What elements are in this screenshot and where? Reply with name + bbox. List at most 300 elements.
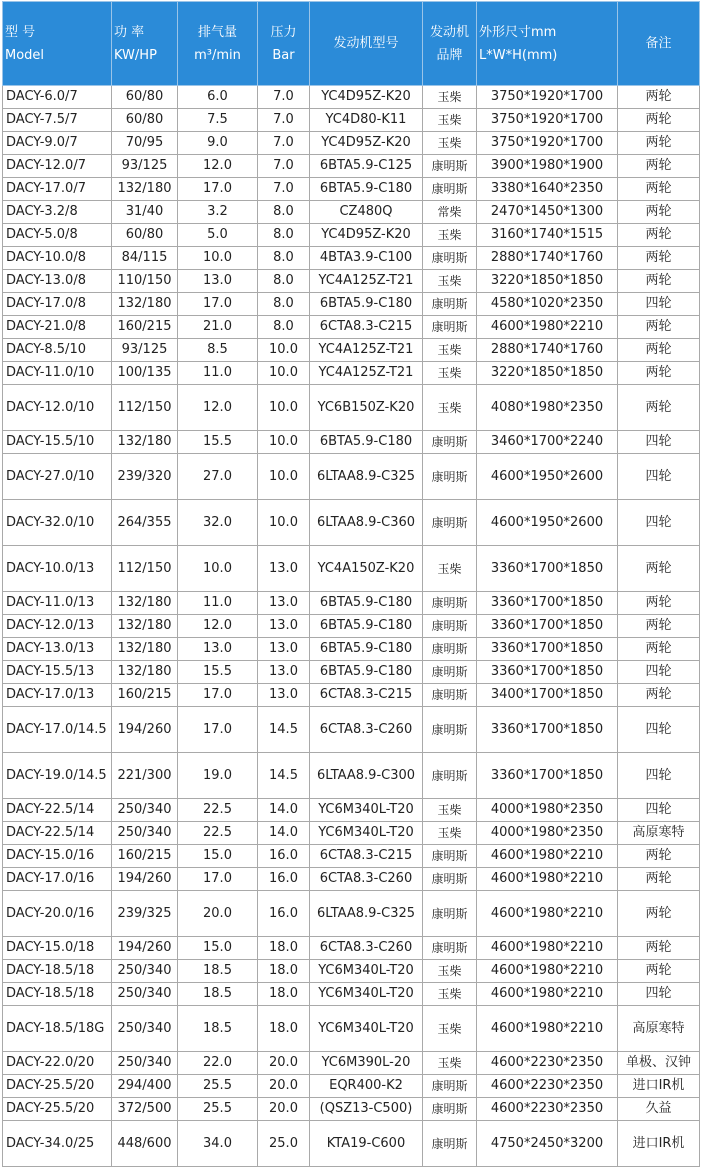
cell-model: DACY-8.5/10 [3, 339, 112, 362]
table-row [3, 109, 700, 132]
cell-engine-model: 6LTAA8.9-C325 [310, 891, 423, 937]
cell-pressure: 13.0 [258, 638, 310, 661]
cell-pressure: 10.0 [258, 362, 310, 385]
cell-model: DACY-22.5/14 [3, 799, 112, 822]
cell-dimensions: 3750*1920*1700 [477, 132, 618, 155]
cell-air-delivery: 17.0 [178, 868, 258, 891]
table-row [3, 592, 700, 615]
cell-air-delivery: 18.5 [178, 960, 258, 983]
cell-dimensions: 3360*1700*1850 [477, 592, 618, 615]
cell-engine-model: KTA19-C600 [310, 1121, 423, 1167]
cell-dimensions: 3750*1920*1700 [477, 109, 618, 132]
cell-air-delivery: 17.0 [178, 293, 258, 316]
cell-dimensions: 3360*1700*1850 [477, 638, 618, 661]
cell-model: DACY-18.5/18G [3, 1006, 112, 1052]
cell-note: 两轮 [618, 270, 700, 293]
cell-engine-model: YC6M340L-T20 [310, 983, 423, 1006]
table-row [3, 822, 700, 845]
cell-engine-model: 6CTA8.3-C260 [310, 937, 423, 960]
cell-dimensions: 4600*2230*2350 [477, 1098, 618, 1121]
table-row [3, 132, 700, 155]
cell-note: 四轮 [618, 661, 700, 684]
cell-note: 四轮 [618, 753, 700, 799]
cell-engine-brand: 玉柴 [423, 132, 477, 155]
cell-engine-model: YC4D80-K11 [310, 109, 423, 132]
table-row [3, 1098, 700, 1121]
cell-power: 250/340 [112, 1006, 178, 1052]
cell-air-delivery: 10.0 [178, 247, 258, 270]
cell-model: DACY-32.0/10 [3, 500, 112, 546]
cell-pressure: 8.0 [258, 293, 310, 316]
cell-engine-brand: 康明斯 [423, 868, 477, 891]
cell-engine-brand: 玉柴 [423, 224, 477, 247]
cell-note: 两轮 [618, 132, 700, 155]
table-row [3, 868, 700, 891]
header-engine-model: 发动机型号 [310, 2, 423, 86]
table-row [3, 454, 700, 500]
cell-pressure: 7.0 [258, 132, 310, 155]
cell-dimensions: 4000*1980*2350 [477, 822, 618, 845]
cell-engine-brand: 玉柴 [423, 1052, 477, 1075]
cell-engine-brand: 玉柴 [423, 822, 477, 845]
cell-model: DACY-17.0/13 [3, 684, 112, 707]
cell-engine-brand: 康明斯 [423, 178, 477, 201]
cell-engine-brand: 玉柴 [423, 86, 477, 109]
cell-power: 239/325 [112, 891, 178, 937]
cell-power: 194/260 [112, 937, 178, 960]
cell-engine-model: YC4D95Z-K20 [310, 86, 423, 109]
cell-pressure: 8.0 [258, 201, 310, 224]
cell-engine-model: 6BTA5.9-C180 [310, 293, 423, 316]
cell-note: 高原寒特 [618, 1006, 700, 1052]
cell-engine-model: YC4A125Z-T21 [310, 270, 423, 293]
table-row [3, 684, 700, 707]
table-row [3, 201, 700, 224]
cell-dimensions: 4000*1980*2350 [477, 799, 618, 822]
cell-note: 两轮 [618, 86, 700, 109]
cell-engine-brand: 玉柴 [423, 1006, 477, 1052]
cell-pressure: 7.0 [258, 155, 310, 178]
cell-engine-model: 6BTA5.9-C180 [310, 661, 423, 684]
cell-power: 112/150 [112, 385, 178, 431]
cell-power: 132/180 [112, 592, 178, 615]
cell-note: 两轮 [618, 109, 700, 132]
cell-model: DACY-17.0/8 [3, 293, 112, 316]
cell-power: 372/500 [112, 1098, 178, 1121]
cell-power: 112/150 [112, 546, 178, 592]
cell-note: 四轮 [618, 293, 700, 316]
cell-engine-model: YC4A150Z-K20 [310, 546, 423, 592]
cell-dimensions: 4600*1950*2600 [477, 454, 618, 500]
cell-engine-model: 6BTA5.9-C180 [310, 178, 423, 201]
cell-model: DACY-12.0/10 [3, 385, 112, 431]
cell-power: 448/600 [112, 1121, 178, 1167]
cell-note: 两轮 [618, 592, 700, 615]
compressor-spec-table [2, 1, 700, 1167]
cell-engine-model: YC4D95Z-K20 [310, 132, 423, 155]
cell-note: 四轮 [618, 799, 700, 822]
cell-note: 两轮 [618, 638, 700, 661]
cell-note: 四轮 [618, 500, 700, 546]
cell-dimensions: 3360*1700*1850 [477, 707, 618, 753]
cell-power: 60/80 [112, 86, 178, 109]
cell-engine-model: 4BTA3.9-C100 [310, 247, 423, 270]
cell-engine-brand: 康明斯 [423, 638, 477, 661]
cell-note: 四轮 [618, 983, 700, 1006]
cell-model: DACY-15.0/16 [3, 845, 112, 868]
cell-model: DACY-25.5/20 [3, 1098, 112, 1121]
cell-dimensions: 4600*1980*2210 [477, 960, 618, 983]
cell-power: 132/180 [112, 661, 178, 684]
cell-engine-brand: 康明斯 [423, 891, 477, 937]
header-air-delivery: 排气量 m³/min [178, 2, 258, 86]
cell-dimensions: 4580*1020*2350 [477, 293, 618, 316]
cell-air-delivery: 15.5 [178, 431, 258, 454]
cell-engine-model: CZ480Q [310, 201, 423, 224]
cell-pressure: 13.0 [258, 661, 310, 684]
cell-engine-brand: 玉柴 [423, 983, 477, 1006]
cell-air-delivery: 15.5 [178, 661, 258, 684]
cell-pressure: 8.0 [258, 247, 310, 270]
cell-power: 70/95 [112, 132, 178, 155]
cell-model: DACY-18.5/18 [3, 983, 112, 1006]
cell-pressure: 16.0 [258, 845, 310, 868]
cell-air-delivery: 20.0 [178, 891, 258, 937]
cell-engine-brand: 康明斯 [423, 753, 477, 799]
cell-air-delivery: 3.2 [178, 201, 258, 224]
cell-pressure: 13.0 [258, 684, 310, 707]
cell-model: DACY-18.5/18 [3, 960, 112, 983]
table-row [3, 960, 700, 983]
table-row [3, 638, 700, 661]
cell-engine-model: (QSZ13-C500) [310, 1098, 423, 1121]
cell-model: DACY-11.0/13 [3, 592, 112, 615]
cell-note: 两轮 [618, 937, 700, 960]
cell-dimensions: 4600*2230*2350 [477, 1075, 618, 1098]
cell-air-delivery: 6.0 [178, 86, 258, 109]
header-note: 备注 [618, 2, 700, 86]
cell-power: 60/80 [112, 109, 178, 132]
cell-power: 60/80 [112, 224, 178, 247]
cell-model: DACY-21.0/8 [3, 316, 112, 339]
cell-engine-model: EQR400-K2 [310, 1075, 423, 1098]
table-row [3, 247, 700, 270]
cell-pressure: 8.0 [258, 270, 310, 293]
cell-note: 四轮 [618, 707, 700, 753]
cell-engine-brand: 玉柴 [423, 546, 477, 592]
cell-air-delivery: 8.5 [178, 339, 258, 362]
cell-note: 高原寒特 [618, 822, 700, 845]
cell-dimensions: 4600*1980*2210 [477, 983, 618, 1006]
cell-power: 250/340 [112, 1052, 178, 1075]
cell-pressure: 16.0 [258, 891, 310, 937]
cell-engine-model: YC4A125Z-T21 [310, 362, 423, 385]
cell-engine-brand: 康明斯 [423, 155, 477, 178]
table-header-row [3, 2, 700, 86]
cell-power: 250/340 [112, 822, 178, 845]
cell-model: DACY-5.0/8 [3, 224, 112, 247]
cell-engine-brand: 玉柴 [423, 270, 477, 293]
cell-power: 132/180 [112, 431, 178, 454]
cell-air-delivery: 17.0 [178, 178, 258, 201]
cell-model: DACY-17.0/7 [3, 178, 112, 201]
cell-model: DACY-19.0/14.5 [3, 753, 112, 799]
cell-power: 160/215 [112, 316, 178, 339]
table-row [3, 385, 700, 431]
cell-pressure: 13.0 [258, 546, 310, 592]
cell-engine-model: YC6M340L-T20 [310, 822, 423, 845]
cell-power: 160/215 [112, 684, 178, 707]
cell-pressure: 7.0 [258, 178, 310, 201]
cell-dimensions: 2880*1740*1760 [477, 339, 618, 362]
cell-engine-brand: 康明斯 [423, 1121, 477, 1167]
cell-pressure: 10.0 [258, 500, 310, 546]
cell-engine-model: 6CTA8.3-C215 [310, 316, 423, 339]
cell-note: 两轮 [618, 362, 700, 385]
cell-power: 239/320 [112, 454, 178, 500]
cell-pressure: 25.0 [258, 1121, 310, 1167]
cell-model: DACY-20.0/16 [3, 891, 112, 937]
cell-air-delivery: 13.0 [178, 638, 258, 661]
cell-engine-model: 6CTA8.3-C260 [310, 707, 423, 753]
cell-model: DACY-7.5/7 [3, 109, 112, 132]
table-row [3, 362, 700, 385]
cell-engine-brand: 康明斯 [423, 431, 477, 454]
cell-power: 194/260 [112, 707, 178, 753]
cell-air-delivery: 17.0 [178, 707, 258, 753]
cell-pressure: 8.0 [258, 316, 310, 339]
cell-air-delivery: 15.0 [178, 845, 258, 868]
cell-air-delivery: 22.5 [178, 799, 258, 822]
table-row [3, 270, 700, 293]
cell-dimensions: 3750*1920*1700 [477, 86, 618, 109]
table-row [3, 615, 700, 638]
cell-engine-brand: 康明斯 [423, 684, 477, 707]
cell-model: DACY-22.0/20 [3, 1052, 112, 1075]
cell-note: 两轮 [618, 868, 700, 891]
cell-model: DACY-27.0/10 [3, 454, 112, 500]
cell-note: 两轮 [618, 891, 700, 937]
cell-pressure: 16.0 [258, 868, 310, 891]
cell-engine-brand: 玉柴 [423, 385, 477, 431]
cell-note: 两轮 [618, 178, 700, 201]
cell-air-delivery: 15.0 [178, 937, 258, 960]
cell-note: 两轮 [618, 960, 700, 983]
cell-engine-brand: 康明斯 [423, 1098, 477, 1121]
cell-note: 两轮 [618, 546, 700, 592]
cell-note: 四轮 [618, 454, 700, 500]
cell-dimensions: 4600*1980*2210 [477, 316, 618, 339]
cell-dimensions: 4600*2230*2350 [477, 1052, 618, 1075]
cell-power: 93/125 [112, 339, 178, 362]
cell-model: DACY-11.0/10 [3, 362, 112, 385]
cell-dimensions: 4600*1980*2210 [477, 845, 618, 868]
cell-model: DACY-10.0/13 [3, 546, 112, 592]
cell-engine-model: 6BTA5.9-C180 [310, 638, 423, 661]
cell-dimensions: 3360*1700*1850 [477, 661, 618, 684]
cell-note: 四轮 [618, 431, 700, 454]
table-row [3, 1006, 700, 1052]
cell-model: DACY-13.0/8 [3, 270, 112, 293]
cell-engine-model: YC6M340L-T20 [310, 1006, 423, 1052]
cell-pressure: 20.0 [258, 1075, 310, 1098]
cell-power: 194/260 [112, 868, 178, 891]
cell-dimensions: 4080*1980*2350 [477, 385, 618, 431]
cell-engine-model: YC6M340L-T20 [310, 799, 423, 822]
cell-engine-model: YC4D95Z-K20 [310, 224, 423, 247]
cell-engine-brand: 康明斯 [423, 661, 477, 684]
cell-note: 两轮 [618, 684, 700, 707]
cell-model: DACY-17.0/14.5 [3, 707, 112, 753]
table-row [3, 983, 700, 1006]
cell-pressure: 18.0 [258, 983, 310, 1006]
cell-dimensions: 3380*1640*2350 [477, 178, 618, 201]
cell-dimensions: 3160*1740*1515 [477, 224, 618, 247]
table-row [3, 316, 700, 339]
cell-model: DACY-15.5/13 [3, 661, 112, 684]
cell-note: 两轮 [618, 339, 700, 362]
cell-pressure: 13.0 [258, 615, 310, 638]
cell-engine-model: YC6M390L-20 [310, 1052, 423, 1075]
cell-pressure: 10.0 [258, 431, 310, 454]
cell-engine-model: 6CTA8.3-C215 [310, 684, 423, 707]
cell-air-delivery: 22.5 [178, 822, 258, 845]
cell-pressure: 18.0 [258, 1006, 310, 1052]
cell-air-delivery: 21.0 [178, 316, 258, 339]
cell-engine-model: 6BTA5.9-C180 [310, 592, 423, 615]
cell-power: 250/340 [112, 960, 178, 983]
cell-dimensions: 3220*1850*1850 [477, 362, 618, 385]
cell-engine-brand: 玉柴 [423, 109, 477, 132]
cell-engine-brand: 玉柴 [423, 339, 477, 362]
table-row [3, 1121, 700, 1167]
cell-engine-brand: 康明斯 [423, 845, 477, 868]
table-row [3, 1075, 700, 1098]
table-row [3, 1052, 700, 1075]
cell-dimensions: 4600*1980*2210 [477, 1006, 618, 1052]
cell-engine-model: 6CTA8.3-C215 [310, 845, 423, 868]
cell-note: 进口IR机 [618, 1075, 700, 1098]
cell-power: 132/180 [112, 293, 178, 316]
cell-power: 31/40 [112, 201, 178, 224]
cell-pressure: 20.0 [258, 1052, 310, 1075]
cell-engine-model: 6LTAA8.9-C325 [310, 454, 423, 500]
cell-pressure: 14.0 [258, 822, 310, 845]
cell-engine-brand: 康明斯 [423, 592, 477, 615]
cell-air-delivery: 10.0 [178, 546, 258, 592]
cell-dimensions: 3360*1700*1850 [477, 546, 618, 592]
table-row [3, 293, 700, 316]
cell-power: 264/355 [112, 500, 178, 546]
table-row [3, 500, 700, 546]
cell-air-delivery: 5.0 [178, 224, 258, 247]
cell-pressure: 7.0 [258, 86, 310, 109]
cell-engine-brand: 玉柴 [423, 362, 477, 385]
cell-power: 221/300 [112, 753, 178, 799]
cell-dimensions: 3220*1850*1850 [477, 270, 618, 293]
cell-engine-model: 6LTAA8.9-C300 [310, 753, 423, 799]
cell-note: 两轮 [618, 615, 700, 638]
cell-engine-model: 6CTA8.3-C260 [310, 868, 423, 891]
cell-note: 久益 [618, 1098, 700, 1121]
cell-air-delivery: 34.0 [178, 1121, 258, 1167]
cell-note: 两轮 [618, 155, 700, 178]
cell-dimensions: 3360*1700*1850 [477, 753, 618, 799]
cell-note: 两轮 [618, 845, 700, 868]
cell-engine-model: 6BTA5.9-C180 [310, 615, 423, 638]
cell-model: DACY-15.5/10 [3, 431, 112, 454]
cell-air-delivery: 12.0 [178, 155, 258, 178]
table-row [3, 661, 700, 684]
cell-power: 132/180 [112, 615, 178, 638]
cell-engine-brand: 康明斯 [423, 454, 477, 500]
cell-dimensions: 4600*1980*2210 [477, 891, 618, 937]
cell-model: DACY-34.0/25 [3, 1121, 112, 1167]
cell-air-delivery: 12.0 [178, 615, 258, 638]
table-row [3, 339, 700, 362]
cell-engine-brand: 康明斯 [423, 316, 477, 339]
cell-pressure: 20.0 [258, 1098, 310, 1121]
header-pressure: 压力 Bar [258, 2, 310, 86]
cell-dimensions: 4600*1950*2600 [477, 500, 618, 546]
cell-pressure: 10.0 [258, 385, 310, 431]
cell-dimensions: 2880*1740*1760 [477, 247, 618, 270]
cell-engine-brand: 康明斯 [423, 1075, 477, 1098]
cell-engine-model: 6BTA5.9-C180 [310, 431, 423, 454]
cell-air-delivery: 18.5 [178, 1006, 258, 1052]
cell-air-delivery: 9.0 [178, 132, 258, 155]
table-row [3, 86, 700, 109]
cell-engine-brand: 康明斯 [423, 500, 477, 546]
table-row [3, 178, 700, 201]
cell-dimensions: 3460*1700*2240 [477, 431, 618, 454]
cell-model: DACY-6.0/7 [3, 86, 112, 109]
cell-model: DACY-13.0/13 [3, 638, 112, 661]
cell-model: DACY-15.0/18 [3, 937, 112, 960]
cell-power: 132/180 [112, 178, 178, 201]
cell-pressure: 13.0 [258, 592, 310, 615]
table-row [3, 431, 700, 454]
cell-dimensions: 3400*1700*1850 [477, 684, 618, 707]
header-engine-brand: 发动机 品牌 [423, 2, 477, 86]
table-row [3, 753, 700, 799]
cell-air-delivery: 13.0 [178, 270, 258, 293]
cell-engine-brand: 玉柴 [423, 960, 477, 983]
cell-engine-model: YC6B150Z-K20 [310, 385, 423, 431]
cell-note: 进口IR机 [618, 1121, 700, 1167]
header-power: 功 率 KW/HP [112, 2, 178, 86]
table-row [3, 155, 700, 178]
cell-air-delivery: 25.5 [178, 1098, 258, 1121]
cell-dimensions: 4600*1980*2210 [477, 937, 618, 960]
cell-model: DACY-3.2/8 [3, 201, 112, 224]
cell-air-delivery: 12.0 [178, 385, 258, 431]
cell-engine-brand: 康明斯 [423, 707, 477, 753]
cell-air-delivery: 7.5 [178, 109, 258, 132]
cell-engine-model: 6BTA5.9-C125 [310, 155, 423, 178]
cell-engine-brand: 玉柴 [423, 799, 477, 822]
cell-power: 250/340 [112, 983, 178, 1006]
cell-power: 110/150 [112, 270, 178, 293]
header-dimensions: 外形尺寸mm L*W*H(mm) [477, 2, 618, 86]
cell-power: 294/400 [112, 1075, 178, 1098]
cell-air-delivery: 11.0 [178, 592, 258, 615]
cell-pressure: 14.0 [258, 799, 310, 822]
cell-pressure: 14.5 [258, 753, 310, 799]
cell-note: 两轮 [618, 385, 700, 431]
table-row [3, 224, 700, 247]
cell-air-delivery: 32.0 [178, 500, 258, 546]
